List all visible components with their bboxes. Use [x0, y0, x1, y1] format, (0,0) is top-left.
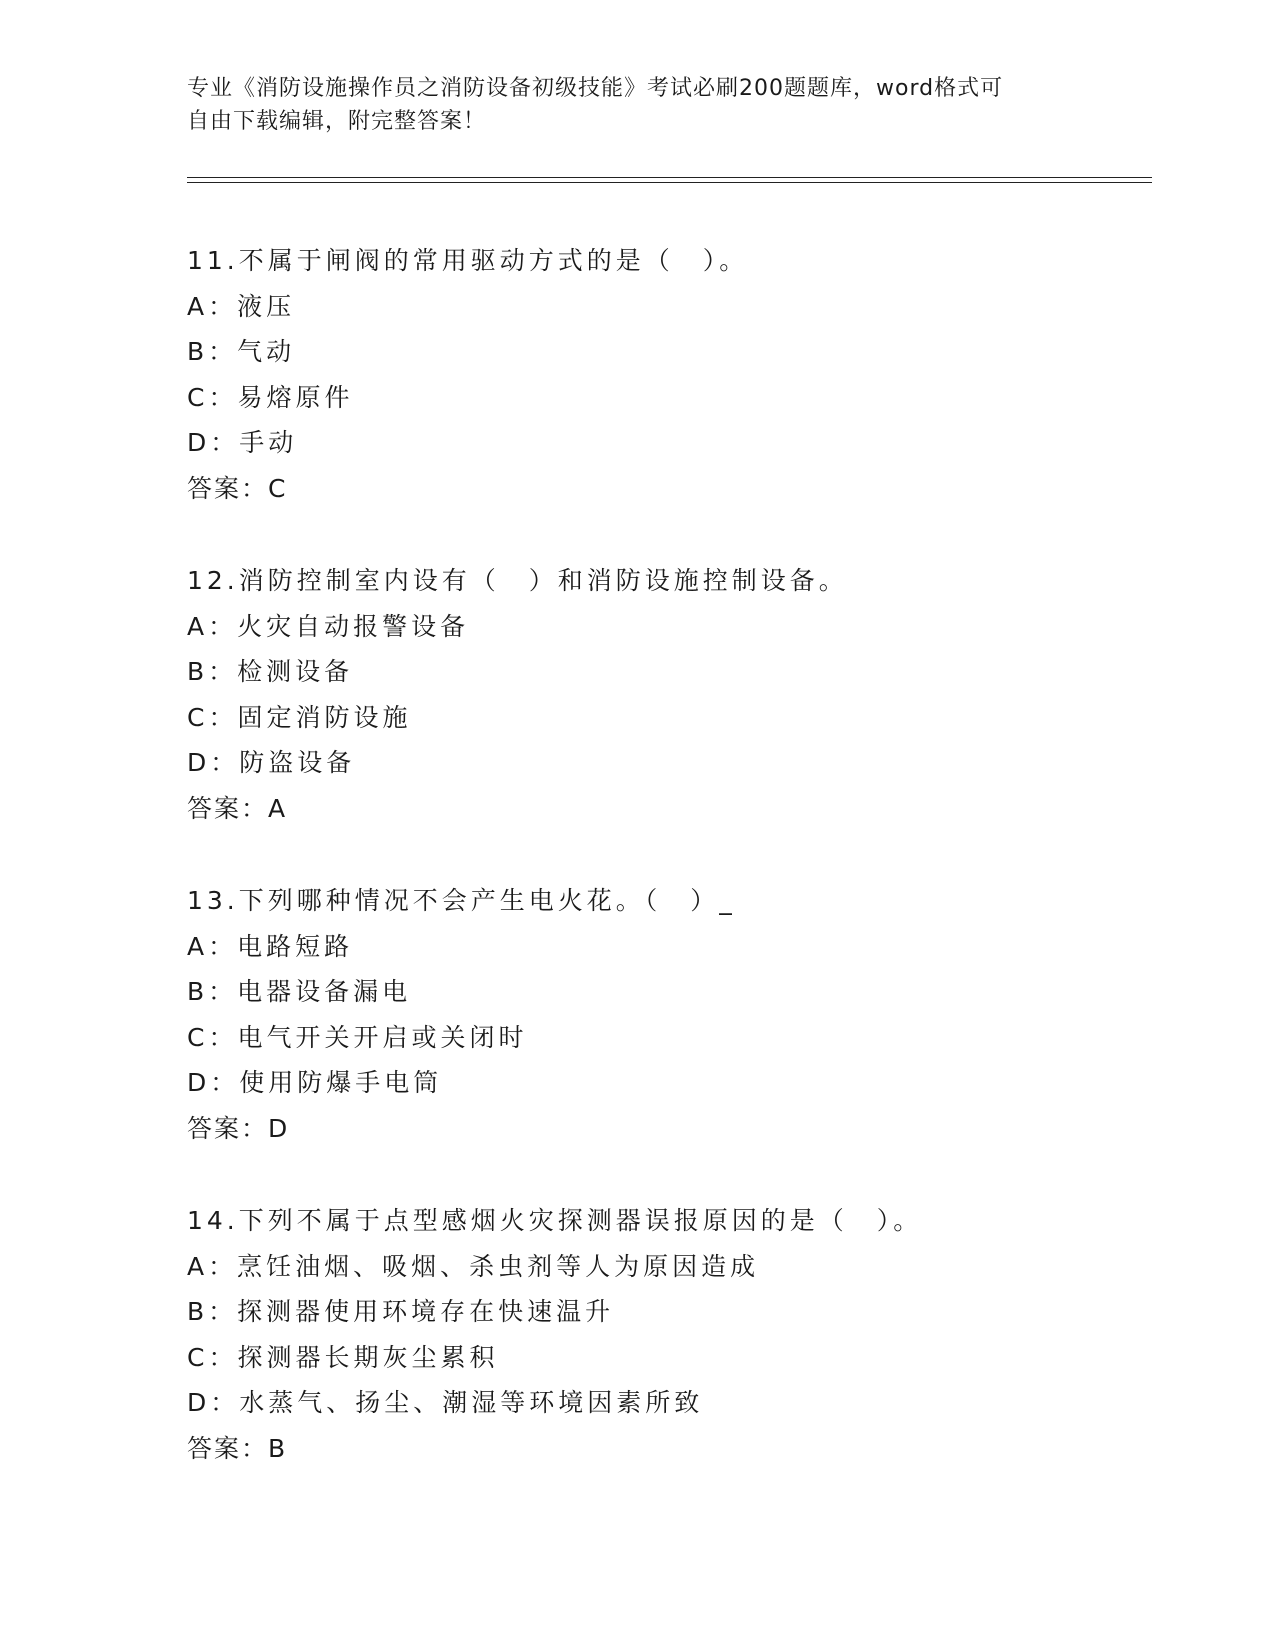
document-header: [187, 72, 1087, 138]
question-stem: 11.不属于闸阀的常用驱动方式的是（ ）。: [187, 246, 749, 275]
header-divider-bottom: [187, 182, 1152, 183]
answer: 答案：B: [187, 1433, 288, 1463]
option-c: C：固定消防设施: [187, 702, 412, 732]
option-a: A：烹饪油烟、吸烟、杀虫剂等人为原因造成: [187, 1251, 760, 1281]
option-d: D：手动: [187, 428, 298, 457]
option-a: A：火灾自动报警设备: [187, 611, 470, 641]
question-11: [187, 238, 1167, 511]
question-13: [187, 878, 1167, 1151]
header-line-1: 专业《消防设施操作员之消防设备初级技能》考试必刷200题题库，word格式可: [187, 76, 1004, 101]
header-line-2: 自由下载编辑，附完整答案！: [187, 109, 487, 134]
option-d: D：防盗设备: [187, 748, 356, 777]
option-c: C：电气开关开启或关闭时: [187, 1022, 528, 1052]
question-stem: 14.下列不属于点型感烟火灾探测器误报原因的是（ ）。: [187, 1206, 923, 1235]
option-b: B：探测器使用环境存在快速温升: [187, 1297, 615, 1326]
option-a: A：液压: [187, 291, 296, 321]
answer: 答案：A: [187, 793, 288, 823]
option-a: A：电路短路: [187, 931, 354, 961]
answer: 答案：D: [187, 1113, 290, 1143]
option-c: C：探测器长期灰尘累积: [187, 1342, 499, 1372]
option-b: B：电器设备漏电: [187, 977, 412, 1006]
answer: 答案：C: [187, 473, 288, 503]
question-14: [187, 1198, 1167, 1471]
option-b: B：气动: [187, 337, 296, 366]
option-c: C：易熔原件: [187, 382, 354, 412]
header-divider-top: [187, 177, 1152, 178]
option-d: D：使用防爆手电筒: [187, 1068, 443, 1097]
question-12: [187, 558, 1167, 831]
option-b: B：检测设备: [187, 657, 354, 686]
question-stem: 13.下列哪种情况不会产生电火花。（ ）_: [187, 886, 736, 915]
option-d: D：水蒸气、扬尘、潮湿等环境因素所致: [187, 1388, 704, 1417]
question-stem: 12.消防控制室内设有（ ）和消防设施控制设备。: [187, 566, 848, 595]
